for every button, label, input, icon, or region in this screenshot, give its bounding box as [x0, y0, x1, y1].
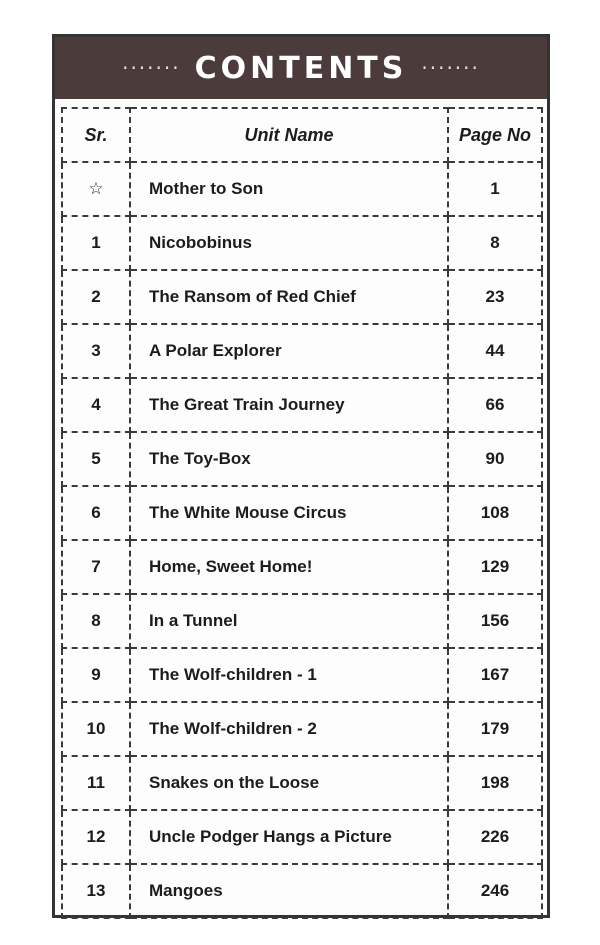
contents-page: [52, 34, 550, 918]
row-unit-name: Snakes on the Loose: [130, 756, 448, 810]
table-row: [62, 864, 542, 918]
row-unit-name: Uncle Podger Hangs a Picture: [130, 810, 448, 864]
table-row: [62, 540, 542, 594]
row-unit-name: The Great Train Journey: [130, 378, 448, 432]
row-page-no: 8: [448, 216, 542, 270]
row-sr: 13: [62, 864, 130, 918]
table-row: [62, 702, 542, 756]
contents-table: [61, 107, 543, 919]
table-row: [62, 162, 542, 216]
table-row: [62, 216, 542, 270]
table-row: [62, 756, 542, 810]
row-page-no: 90: [448, 432, 542, 486]
row-page-no: 23: [448, 270, 542, 324]
row-page-no: 226: [448, 810, 542, 864]
column-header-sr: Sr.: [62, 108, 130, 162]
row-unit-name: Home, Sweet Home!: [130, 540, 448, 594]
contents-header: [55, 37, 547, 99]
row-sr: 9: [62, 648, 130, 702]
column-header-unit-name: Unit Name: [130, 108, 448, 162]
row-unit-name: The Ransom of Red Chief: [130, 270, 448, 324]
table-row: [62, 378, 542, 432]
row-sr: 5: [62, 432, 130, 486]
table-row: [62, 810, 542, 864]
table-row: [62, 486, 542, 540]
row-unit-name: Nicobobinus: [130, 216, 448, 270]
row-page-no: 156: [448, 594, 542, 648]
row-sr: 2: [62, 270, 130, 324]
row-unit-name: The White Mouse Circus: [130, 486, 448, 540]
row-sr: 8: [62, 594, 130, 648]
row-sr: 12: [62, 810, 130, 864]
row-unit-name: The Wolf-children - 1: [130, 648, 448, 702]
table-row: [62, 270, 542, 324]
row-page-no: 108: [448, 486, 542, 540]
row-unit-name: The Toy-Box: [130, 432, 448, 486]
row-page-no: 167: [448, 648, 542, 702]
row-unit-name: In a Tunnel: [130, 594, 448, 648]
row-sr: 10: [62, 702, 130, 756]
header-right-dots: ·······: [421, 56, 480, 80]
row-page-no: 44: [448, 324, 542, 378]
row-page-no: 246: [448, 864, 542, 918]
column-header-page-no: Page No: [448, 108, 542, 162]
table-row: [62, 648, 542, 702]
table-header-row: [62, 108, 542, 162]
page-title: CONTENTS: [194, 50, 408, 86]
table-row: [62, 324, 542, 378]
row-page-no: 179: [448, 702, 542, 756]
row-sr: 1: [62, 216, 130, 270]
row-sr: ☆: [62, 162, 130, 216]
row-page-no: 129: [448, 540, 542, 594]
row-page-no: 198: [448, 756, 542, 810]
row-sr: 7: [62, 540, 130, 594]
table-row: [62, 594, 542, 648]
row-sr: 11: [62, 756, 130, 810]
row-unit-name: Mangoes: [130, 864, 448, 918]
header-left-dots: ·······: [122, 56, 181, 80]
row-page-no: 66: [448, 378, 542, 432]
row-unit-name: The Wolf-children - 2: [130, 702, 448, 756]
table-row: [62, 432, 542, 486]
row-unit-name: Mother to Son: [130, 162, 448, 216]
row-sr: 6: [62, 486, 130, 540]
row-sr: 3: [62, 324, 130, 378]
row-unit-name: A Polar Explorer: [130, 324, 448, 378]
row-page-no: 1: [448, 162, 542, 216]
row-sr: 4: [62, 378, 130, 432]
